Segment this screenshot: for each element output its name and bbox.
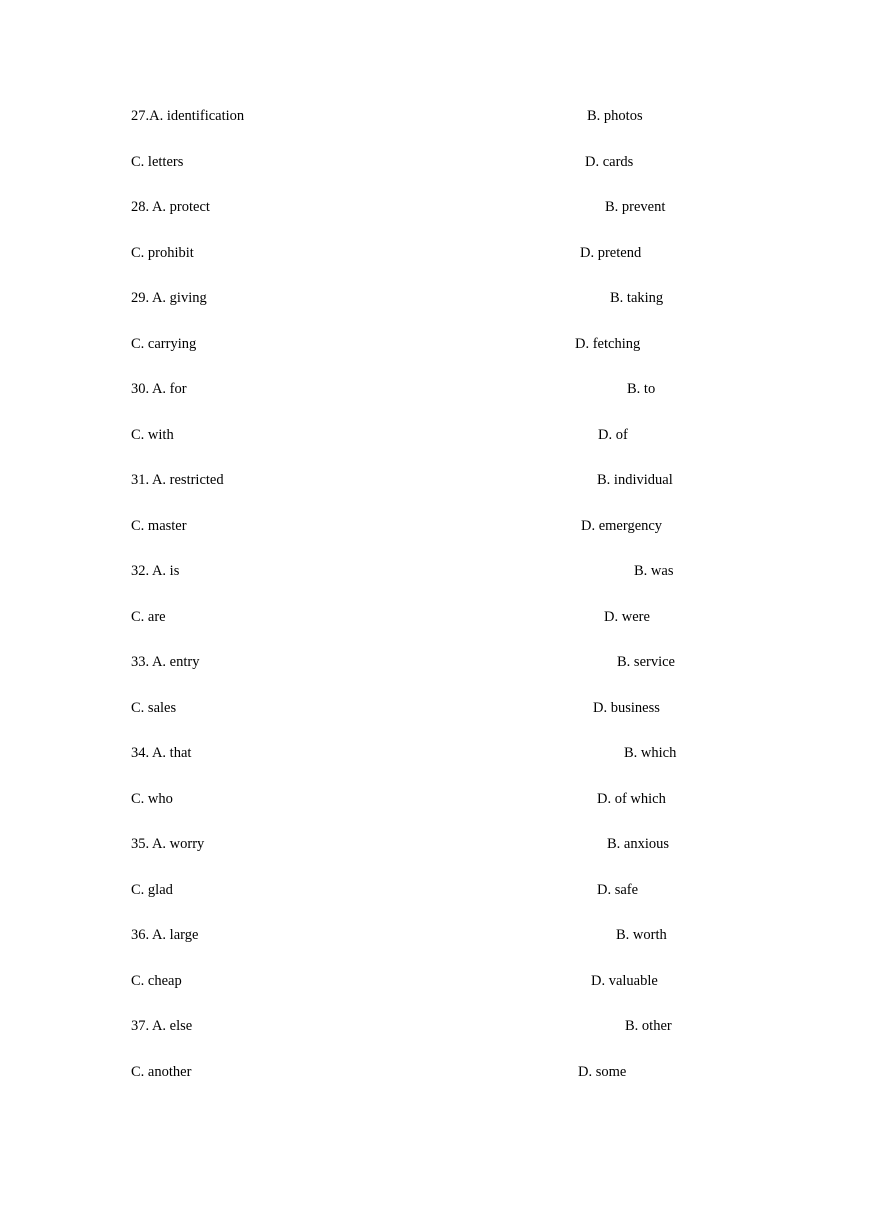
option-d: D. valuable bbox=[591, 973, 658, 989]
question-32-row-ab bbox=[0, 561, 869, 581]
question-37-row-ab bbox=[0, 1016, 869, 1036]
question-33-row-ab bbox=[0, 652, 869, 672]
option-c: C. another bbox=[131, 1064, 192, 1080]
option-b: B. prevent bbox=[605, 199, 666, 215]
option-d: D. business bbox=[593, 700, 660, 716]
question-36-row-ab bbox=[0, 925, 869, 945]
option-d: D. pretend bbox=[580, 245, 642, 261]
question-28-row-ab bbox=[0, 197, 869, 217]
option-c: C. carrying bbox=[131, 336, 197, 352]
option-c: C. sales bbox=[131, 700, 177, 716]
question-28-row-cd bbox=[0, 243, 869, 263]
option-a: 32. A. is bbox=[131, 563, 180, 579]
option-b: B. service bbox=[617, 654, 675, 670]
option-a: 36. A. large bbox=[131, 927, 199, 943]
option-d: D. of which bbox=[597, 791, 666, 807]
question-31-row-ab bbox=[0, 470, 869, 490]
question-27-row-cd bbox=[0, 152, 869, 172]
option-c: C. with bbox=[131, 427, 174, 443]
option-a: 28. A. protect bbox=[131, 199, 210, 215]
option-d: D. emergency bbox=[581, 518, 663, 534]
option-d: D. safe bbox=[597, 882, 639, 898]
question-36-row-cd bbox=[0, 971, 869, 991]
option-c: C. are bbox=[131, 609, 166, 625]
question-37-row-cd bbox=[0, 1062, 869, 1082]
option-c: C. cheap bbox=[131, 973, 182, 989]
option-a: 30. A. for bbox=[131, 381, 187, 397]
option-a: 27.A. identification bbox=[131, 108, 245, 124]
option-d: D. cards bbox=[585, 154, 634, 170]
option-b: B. worth bbox=[616, 927, 667, 943]
option-b: B. which bbox=[624, 745, 677, 761]
option-c: C. glad bbox=[131, 882, 173, 898]
option-a: 37. A. else bbox=[131, 1018, 193, 1034]
question-29-row-ab bbox=[0, 288, 869, 308]
question-33-row-cd bbox=[0, 698, 869, 718]
option-b: B. photos bbox=[587, 108, 643, 124]
option-d: D. of bbox=[598, 427, 628, 443]
question-30-row-ab bbox=[0, 379, 869, 399]
option-b: B. anxious bbox=[607, 836, 670, 852]
option-a: 31. A. restricted bbox=[131, 472, 224, 488]
question-34-row-cd bbox=[0, 789, 869, 809]
option-a: 35. A. worry bbox=[131, 836, 205, 852]
question-35-row-ab bbox=[0, 834, 869, 854]
option-b: B. to bbox=[627, 381, 656, 397]
option-b: B. individual bbox=[597, 472, 673, 488]
option-a: 34. A. that bbox=[131, 745, 192, 761]
option-c: C. who bbox=[131, 791, 173, 807]
option-d: D. were bbox=[604, 609, 650, 625]
option-c: C. prohibit bbox=[131, 245, 194, 261]
option-d: D. fetching bbox=[575, 336, 641, 352]
question-34-row-ab bbox=[0, 743, 869, 763]
question-27-row-ab bbox=[0, 106, 869, 126]
question-29-row-cd bbox=[0, 334, 869, 354]
option-d: D. some bbox=[578, 1064, 627, 1080]
option-b: B. was bbox=[634, 563, 674, 579]
question-32-row-cd bbox=[0, 607, 869, 627]
option-a: 33. A. entry bbox=[131, 654, 200, 670]
option-c: C. master bbox=[131, 518, 187, 534]
option-b: B. taking bbox=[610, 290, 664, 306]
question-30-row-cd bbox=[0, 425, 869, 445]
question-35-row-cd bbox=[0, 880, 869, 900]
option-c: C. letters bbox=[131, 154, 184, 170]
question-31-row-cd bbox=[0, 516, 869, 536]
option-b: B. other bbox=[625, 1018, 672, 1034]
option-a: 29. A. giving bbox=[131, 290, 207, 306]
